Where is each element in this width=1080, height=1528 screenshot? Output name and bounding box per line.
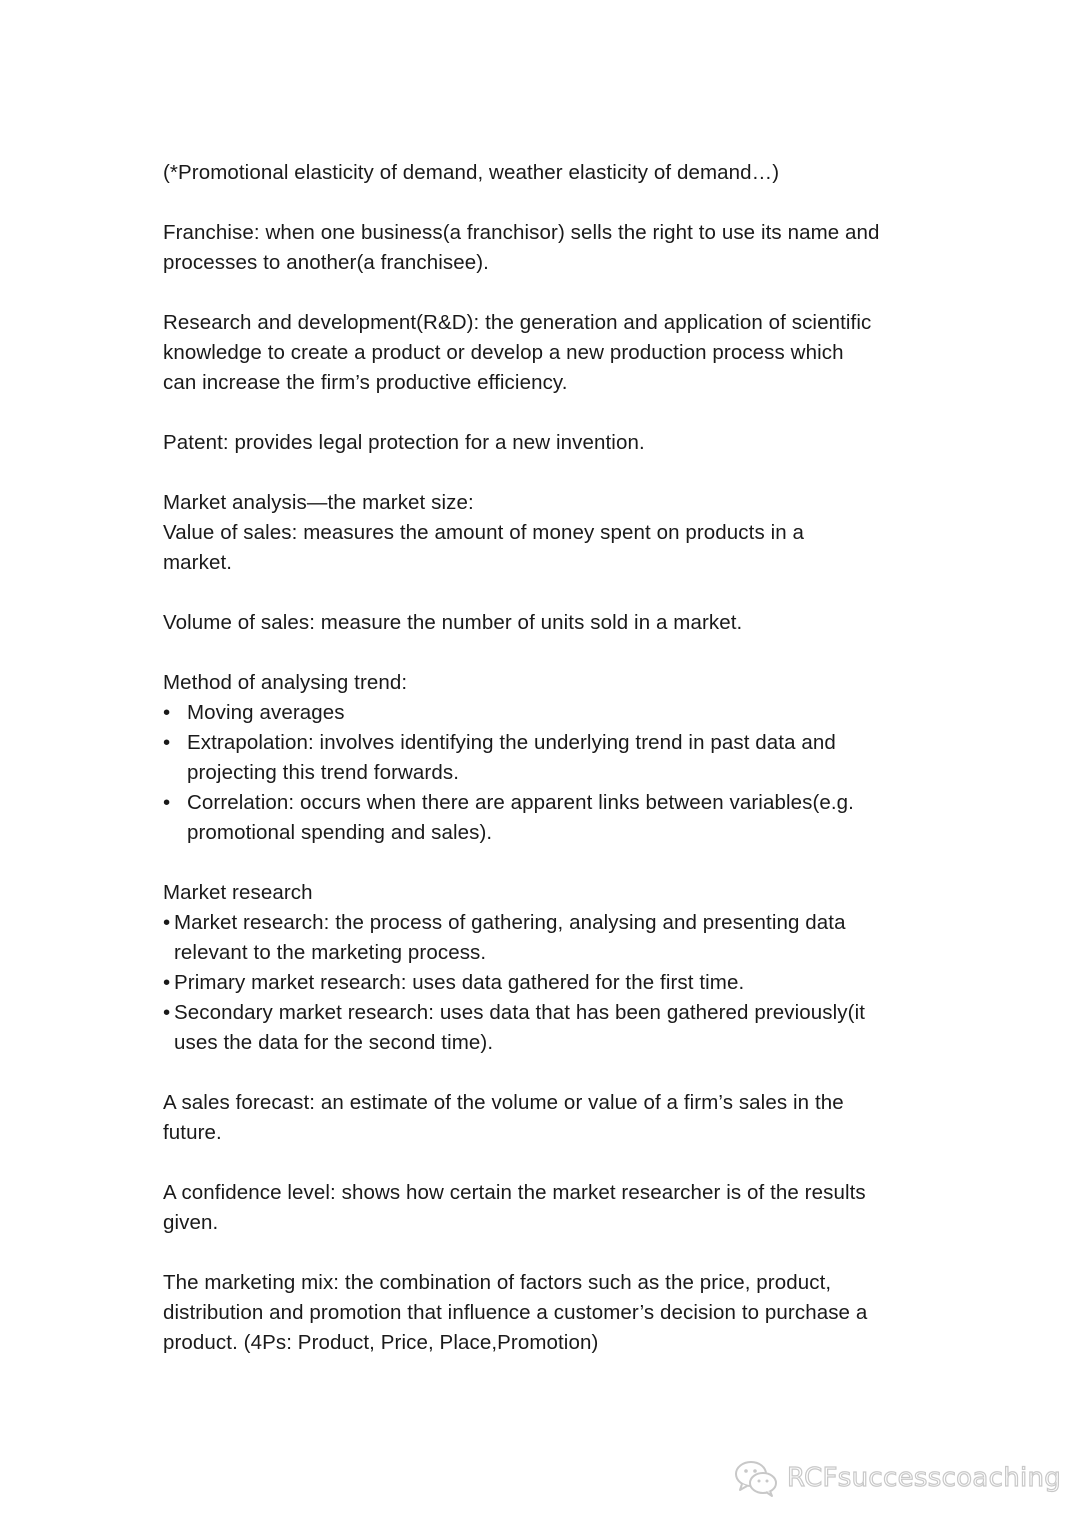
watermark — [733, 1456, 1061, 1500]
text-line: Extrapolation: involves identifying the underlying trend in past data and — [187, 731, 836, 754]
trend-list — [163, 698, 943, 848]
watermark-text: RCFsuccesscoaching — [787, 1463, 1062, 1493]
document-page — [163, 158, 943, 1358]
trend-section — [163, 668, 943, 848]
text-line: Moving averages — [187, 701, 345, 724]
text-line: projecting this trend forwards. — [187, 761, 460, 784]
rd-definition — [163, 308, 943, 398]
text-line: Secondary market research: uses data that has been gathered previously(it — [174, 1001, 866, 1024]
text-line: relevant to the marketing process. — [174, 941, 487, 964]
market-research-section — [163, 878, 943, 1058]
sales-forecast-definition — [163, 1088, 943, 1148]
research-list — [163, 908, 943, 1058]
list-item — [163, 998, 943, 1058]
text-line: uses the data for the second time). — [174, 1031, 494, 1054]
text-line: promotional spending and sales). — [187, 821, 493, 844]
franchise-definition — [163, 218, 943, 278]
text-line: The marketing mix: the combination of factors such as the price, product, — [163, 1271, 832, 1294]
elasticity-note: (*Promotional elasticity of demand, weather elasticity of demand…) — [163, 161, 780, 184]
text-line: A sales forecast: an estimate of the volume or value of a firm’s sales in the — [163, 1091, 844, 1114]
list-item — [163, 728, 943, 788]
volume-definition: Volume of sales: measure the number of units sold in a market. — [163, 611, 743, 634]
text-line: processes to another(a franchisee). — [163, 251, 489, 274]
text-line: can increase the firm’s productive efficiency. — [163, 371, 568, 394]
text-line: Primary market research: uses data gathered for the first time. — [174, 971, 745, 994]
list-item — [163, 908, 943, 968]
text-line: future. — [163, 1121, 222, 1144]
marketing-mix-definition — [163, 1268, 943, 1358]
bullet-icon: • — [163, 791, 171, 814]
text-line: Research and development(R&D): the generation and application of scientific — [163, 311, 872, 334]
bullet-icon: • — [163, 1001, 171, 1024]
market-analysis-heading: Market analysis—the market size: — [163, 491, 474, 514]
text-line: knowledge to create a product or develop a new production process which — [163, 341, 844, 364]
text-line: Franchise: when one business(a franchisor) sells the right to use its name and — [163, 221, 880, 244]
list-item — [163, 788, 943, 848]
bullet-icon: • — [163, 701, 171, 724]
text-line: given. — [163, 1211, 219, 1234]
bullet-icon: • — [163, 731, 171, 754]
market-research-heading: Market research — [163, 881, 313, 904]
market-size-section — [163, 488, 943, 578]
bullet-icon: • — [163, 911, 171, 934]
list-item — [163, 968, 943, 998]
text-line: product. (4Ps: Product, Price, Place,Promotion) — [163, 1331, 599, 1354]
text-line: Value of sales: measures the amount of money spent on products in a — [163, 521, 805, 544]
text-line: market. — [163, 551, 233, 574]
text-line: Correlation: occurs when there are apparent links between variables(e.g. — [187, 791, 854, 814]
text-line: A confidence level: shows how certain the market researcher is of the results — [163, 1181, 866, 1204]
patent-definition: Patent: provides legal protection for a new invention. — [163, 431, 645, 454]
text-line: Market research: the process of gathering, analysing and presenting data — [174, 911, 846, 934]
list-item — [163, 698, 943, 728]
text-line: distribution and promotion that influence a customer’s decision to purchase a — [163, 1301, 868, 1324]
bullet-icon: • — [163, 971, 171, 994]
trend-heading: Method of analysing trend: — [163, 671, 408, 694]
confidence-level-definition — [163, 1178, 943, 1238]
wechat-icon — [733, 1458, 779, 1498]
